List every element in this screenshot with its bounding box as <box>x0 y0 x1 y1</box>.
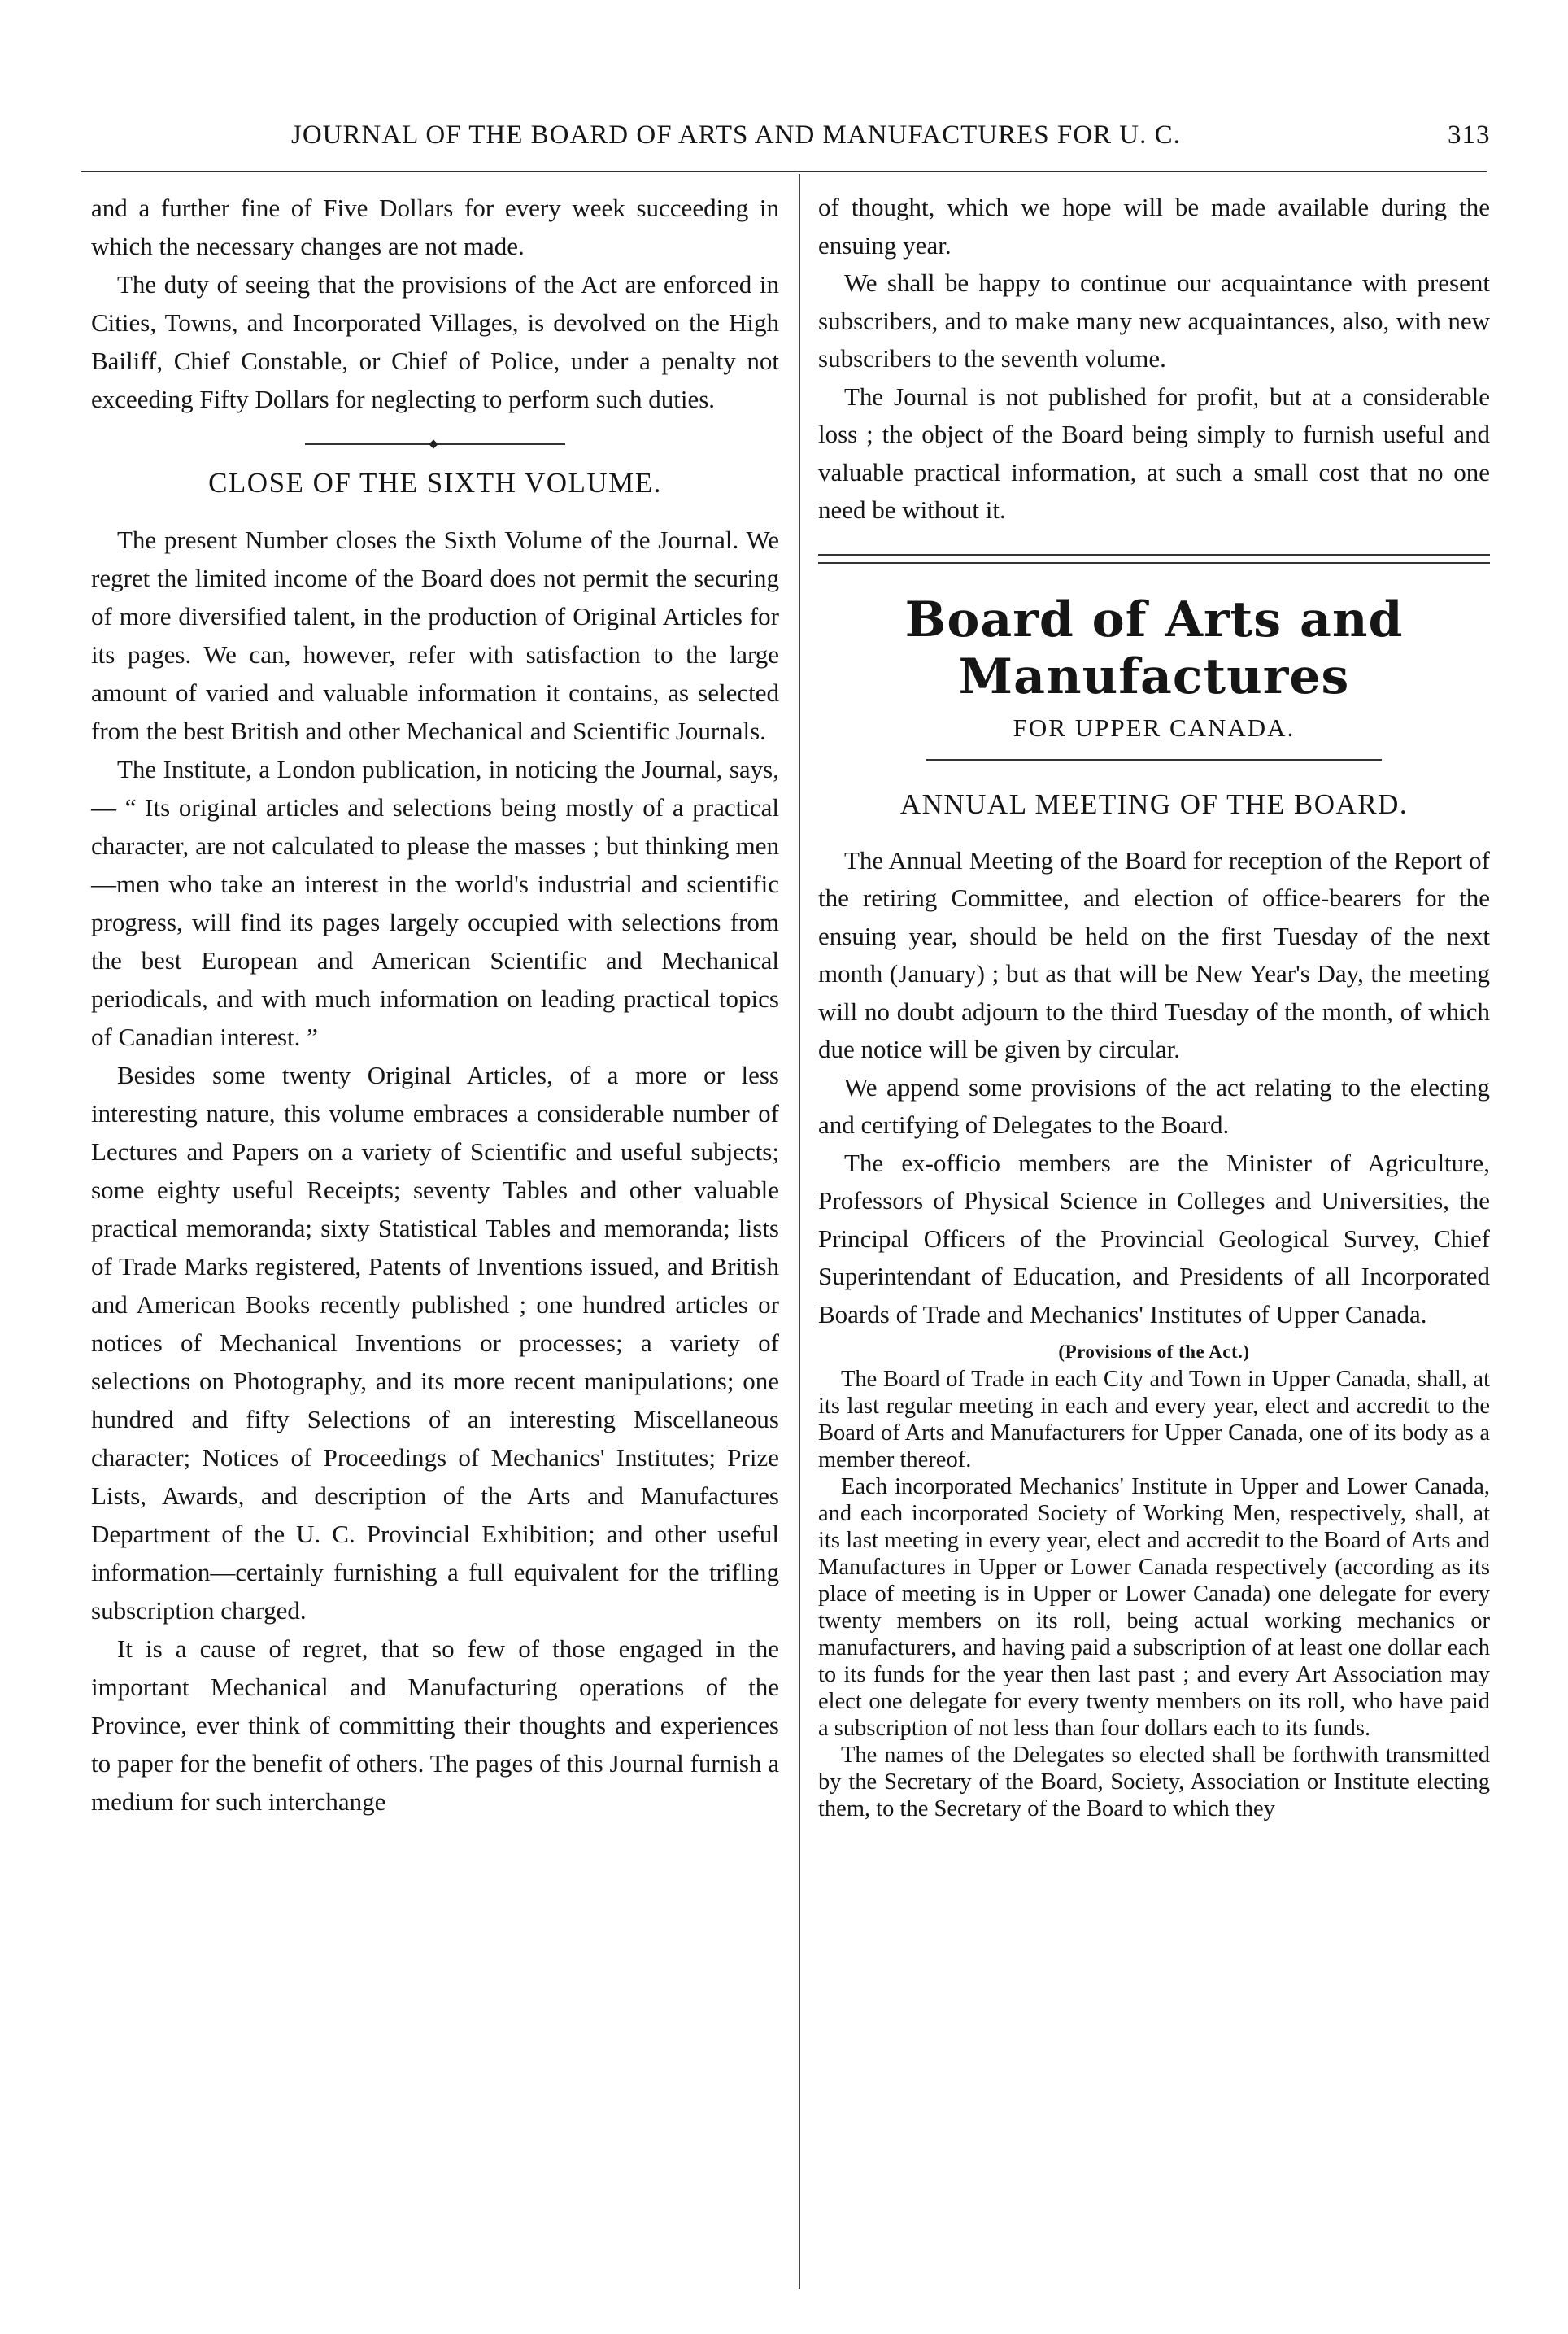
page-number: 313 <box>1448 120 1491 150</box>
paragraph: The Annual Meeting of the Board for reception of the Report of the retiring Committee, and election of office-bearers for the ensuing year, should be held on the first Tuesday of the next month (January) ; but as that will be New Year's Day, the meeting will no doubt adjourn to the third Tuesday of the month, of which due notice will be given by circular. <box>818 845 1490 1063</box>
paragraph: The ex-officio members are the Minister of Agriculture, Professors of Physical Science in Colleges and Universities, the Principal Officers of the Provincial Geological Survey, Chief Superintendant of Education, and Presidents of all Incorporated Boards of Trade and Mechanics' Institutes of Upper Canada. <box>818 1148 1490 1328</box>
paragraph: The Journal is not published for profit, but at a considerable loss ; the object of the Board being simply to furnish useful and valuable practical information, at such a small cost that no one need be without it. <box>818 382 1490 524</box>
paragraph: The present Number closes the Sixth Volume of the Journal. We regret the limited income of the Board does not permit the securing of more diversified talent, in the production of Original Articles for its pages. We can, however, refer with satisfaction to the large amount of varied and valuable information it contains, as selected from the best British and other Mechanical and Scientific Journals. <box>91 526 779 745</box>
paragraph: The Institute, a London publication, in noticing the Journal, says,— “ Its original articles and selections being mostly of a practical character, are not calculated to please the masses ; but thinking men—men who take an interest in the world's industrial and scientific progress, will find its pages largely occupied with selections from the best European and American Scientific and Mechanical periodicals, and with much information on leading practical topics of Canadian interest. ” <box>91 755 779 1051</box>
paragraph: We append some provisions of the act relating to the electing and certifying of Delegates to the Board. <box>818 1072 1490 1139</box>
left-column <box>91 189 779 1821</box>
paragraph: The duty of seeing that the provisions of the Act are enforced in Cities, Towns, and Incorporated Villages, is devolved on the High Bailiff, Chief Constable, or Chief of Police, under a penalty not exceeding Fifty Dollars for neglecting to perform such duties. <box>91 270 779 413</box>
board-subtitle: FOR UPPER CANADA. <box>1013 713 1296 742</box>
column-divider <box>799 174 800 2289</box>
section-heading: ANNUAL MEETING OF THE BOARD. <box>899 787 1409 820</box>
provisions-heading: (Provisions of the Act.) <box>1058 1342 1250 1362</box>
board-title: Board of Arts and Manufactures <box>904 591 1404 705</box>
paragraph: of thought, which we hope will be made available during the ensuing year. <box>818 193 1490 260</box>
paragraph: and a further fine of Five Dollars for every week succeeding in which the necessary changes are not made. <box>91 194 779 260</box>
paragraph: We shall be happy to continue our acquaintance with present subscribers, and to make many new acquaintances, also, with new subscribers to the seventh volume. <box>818 268 1490 373</box>
section-heading: CLOSE OF THE SIXTH VOLUME. <box>208 467 662 499</box>
paragraph: It is a cause of regret, that so few of those engaged in the important Mechanical and Manufacturing operations of the Province, ever think of committing their thoughts and experiences to paper for the benefit of others. The pages of this Journal furnish a medium for such interchange <box>91 1634 779 1816</box>
paragraph: The names of the Delegates so elected shall be forthwith transmitted by the Secretary of the Board, Society, Association or Institute electing them, to the Secretary of the Board to which they <box>818 1743 1490 1821</box>
header-rule <box>81 171 1487 172</box>
journal-title: JOURNAL OF THE BOARD OF ARTS AND MANUFACTURES FOR U. C. <box>291 120 1181 150</box>
provisions-text <box>818 1366 1490 1822</box>
paragraph: Each incorporated Mechanics' Institute in Upper and Lower Canada, and each incorporated Society of Working Men, respectively, shall, at its last meeting in every year, elect and accredit to the Board of Arts and Manufactures in Upper or Lower Canada respectively (according as its place of meeting is in Upper or Lower Canada) one delegate for every twenty members on its roll, being actual working mechanics or manufacturers, and having paid a subscription of at least one dollar each to its funds for the year then last past ; and every Art Association may elect one delegate for every twenty members on its roll, who have paid a subscription of not less than four dollars each to its funds. <box>818 1474 1490 1741</box>
paragraph: The Board of Trade in each City and Town in Upper Canada, shall, at its last regular meeting in each and every year, elect and accredit to the Board of Arts and Manufacturers for Upper Canada, one of its body as a member thereof. <box>818 1367 1490 1472</box>
double-rule <box>818 554 1490 564</box>
ornament-divider <box>305 441 565 447</box>
section-rule <box>926 759 1382 761</box>
right-column <box>818 189 1490 1822</box>
paragraph: Besides some twenty Original Articles, of a more or less interesting nature, this volume embraces a considerable number of Lectures and Papers on a variety of Scientific and useful subjects; some eighty useful Receipts; seventy Tables and other valuable practical memoranda; sixty Statistical Tables and memoranda; lists of Trade Marks registered, Patents of Inventions issued, and British and American Books recently published ; one hundred articles or notices of Mechanical Inventions or processes; a variety of selections on Photography, and its more recent manipulations; one hundred and fifty Selections of an interesting Miscellaneous character; Notices of Proceedings of Mechanics' Institutes; Prize Lists, Awards, and description of the Arts and Manufactures Department of the U. C. Provincial Exhibition; and other useful information—certainly furnishing a full equivalent for the trifling subscription charged. <box>91 1061 779 1625</box>
